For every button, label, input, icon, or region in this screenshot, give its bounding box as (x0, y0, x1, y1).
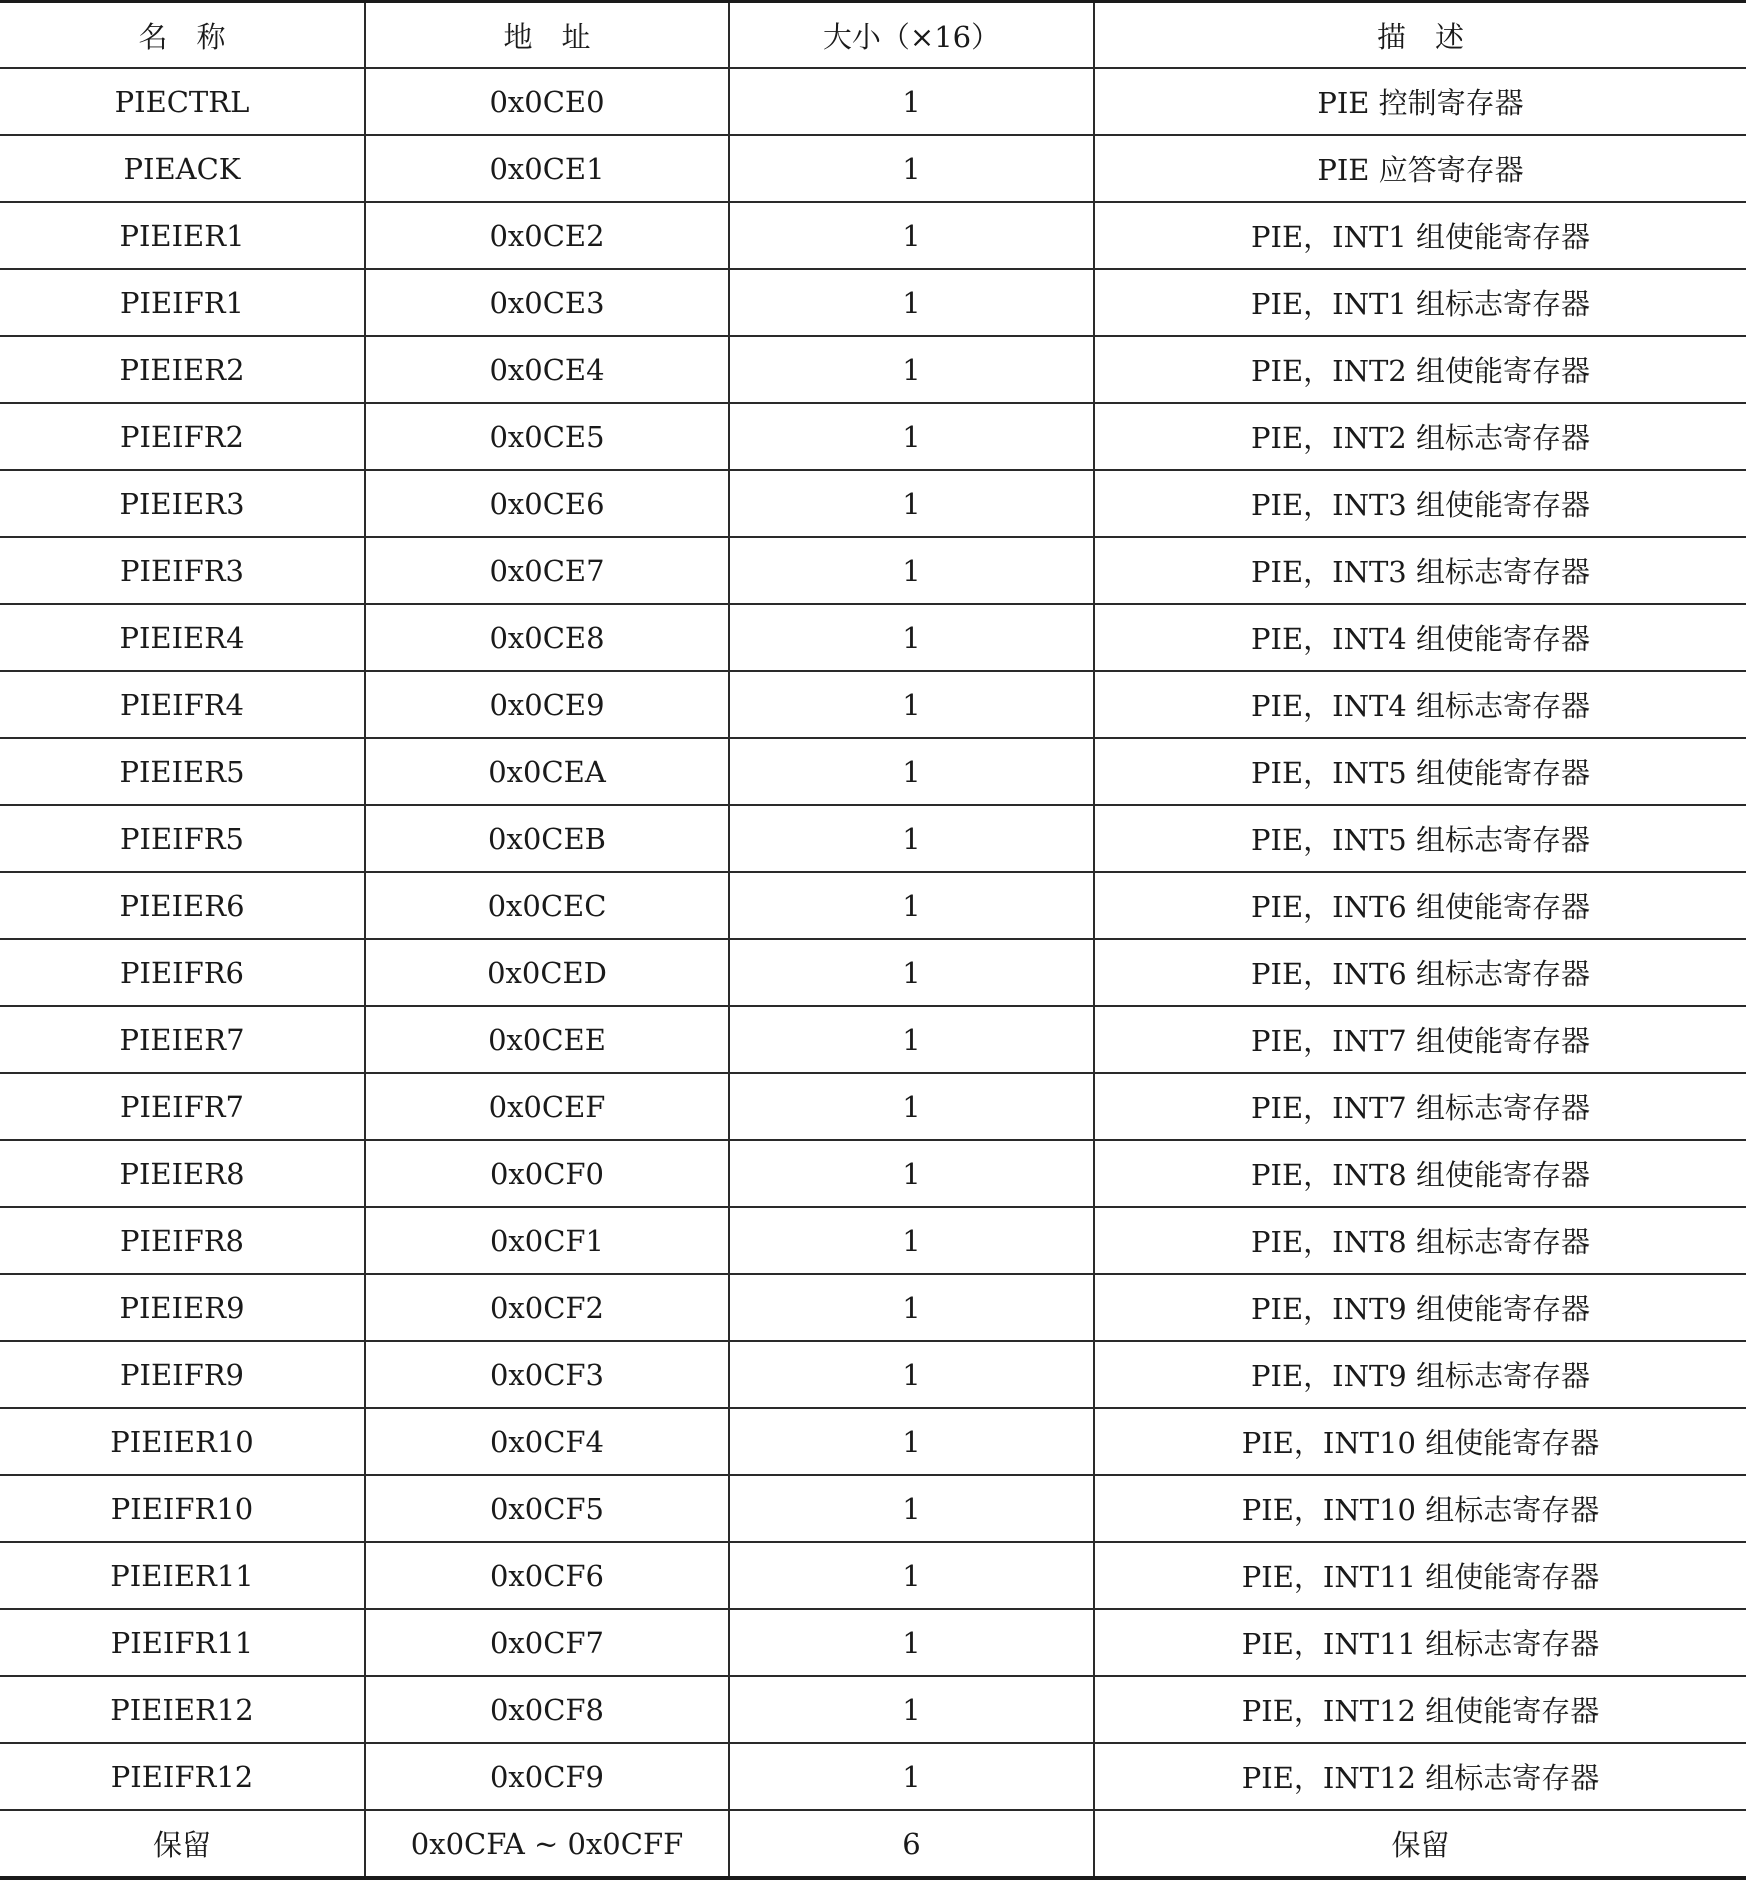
cell-name: PIEIFR10 (0, 1475, 365, 1542)
cell-name: PIEIFR5 (0, 805, 365, 872)
cell-name: PIEIER8 (0, 1140, 365, 1207)
cell-size: 1 (729, 1609, 1094, 1676)
cell-address: 0x0CEA (365, 738, 729, 805)
cell-address: 0x0CEC (365, 872, 729, 939)
cell-description: PIE 应答寄存器 (1094, 135, 1746, 202)
cell-size: 1 (729, 1073, 1094, 1140)
cell-description: PIE，INT5 组使能寄存器 (1094, 738, 1746, 805)
cell-description: PIE，INT9 组使能寄存器 (1094, 1274, 1746, 1341)
cell-name: PIEIFR11 (0, 1609, 365, 1676)
cell-address: 0x0CF7 (365, 1609, 729, 1676)
cell-address: 0x0CEF (365, 1073, 729, 1140)
cell-name: PIEACK (0, 135, 365, 202)
cell-name: PIEIFR4 (0, 671, 365, 738)
cell-description: PIE，INT4 组使能寄存器 (1094, 604, 1746, 671)
cell-name: PIEIER11 (0, 1542, 365, 1609)
table-row (0, 68, 1746, 135)
header-row (0, 2, 1746, 69)
cell-address: 0x0CF6 (365, 1542, 729, 1609)
cell-size: 1 (729, 1274, 1094, 1341)
cell-size: 1 (729, 1140, 1094, 1207)
cell-name: PIEIER6 (0, 872, 365, 939)
cell-name: PIEIER9 (0, 1274, 365, 1341)
table-row (0, 1609, 1746, 1676)
table-row (0, 738, 1746, 805)
cell-name: PIEIFR2 (0, 403, 365, 470)
cell-size: 1 (729, 939, 1094, 1006)
cell-address: 0x0CF9 (365, 1743, 729, 1810)
cell-description: PIE，INT11 组标志寄存器 (1094, 1609, 1746, 1676)
cell-description: PIE，INT6 组标志寄存器 (1094, 939, 1746, 1006)
table-row (0, 1073, 1746, 1140)
cell-size: 1 (729, 1676, 1094, 1743)
cell-size: 1 (729, 403, 1094, 470)
cell-address: 0x0CE2 (365, 202, 729, 269)
table-row (0, 202, 1746, 269)
cell-address: 0x0CED (365, 939, 729, 1006)
cell-size: 1 (729, 537, 1094, 604)
cell-address: 0x0CE0 (365, 68, 729, 135)
cell-address: 0x0CE8 (365, 604, 729, 671)
cell-address: 0x0CF5 (365, 1475, 729, 1542)
cell-size: 1 (729, 336, 1094, 403)
cell-description: PIE，INT10 组使能寄存器 (1094, 1408, 1746, 1475)
table-row (0, 1810, 1746, 1878)
cell-address: 0x0CE1 (365, 135, 729, 202)
cell-description: PIE，INT6 组使能寄存器 (1094, 872, 1746, 939)
table-row (0, 269, 1746, 336)
cell-description: PIE，INT11 组使能寄存器 (1094, 1542, 1746, 1609)
header-address: 地 址 (365, 2, 729, 69)
cell-size: 1 (729, 1207, 1094, 1274)
table-row (0, 805, 1746, 872)
table-row (0, 336, 1746, 403)
cell-size: 1 (729, 470, 1094, 537)
cell-address: 0x0CF8 (365, 1676, 729, 1743)
cell-address: 0x0CF1 (365, 1207, 729, 1274)
cell-size: 1 (729, 68, 1094, 135)
cell-size: 1 (729, 1341, 1094, 1408)
table-header (0, 2, 1746, 69)
table-row (0, 1408, 1746, 1475)
cell-size: 1 (729, 1475, 1094, 1542)
table-row (0, 403, 1746, 470)
cell-address: 0x0CE3 (365, 269, 729, 336)
cell-size: 6 (729, 1810, 1094, 1878)
cell-name: PIEIFR8 (0, 1207, 365, 1274)
cell-description: PIE 控制寄存器 (1094, 68, 1746, 135)
cell-size: 1 (729, 1408, 1094, 1475)
cell-address: 0x0CF0 (365, 1140, 729, 1207)
cell-address: 0x0CF2 (365, 1274, 729, 1341)
cell-name: PIEIER1 (0, 202, 365, 269)
table-row (0, 939, 1746, 1006)
cell-size: 1 (729, 1743, 1094, 1810)
cell-name: PIEIER10 (0, 1408, 365, 1475)
table-row (0, 537, 1746, 604)
cell-description: PIE，INT9 组标志寄存器 (1094, 1341, 1746, 1408)
table-row (0, 604, 1746, 671)
cell-size: 1 (729, 671, 1094, 738)
cell-name: PIEIFR12 (0, 1743, 365, 1810)
cell-size: 1 (729, 1006, 1094, 1073)
cell-description: PIE，INT5 组标志寄存器 (1094, 805, 1746, 872)
table-row (0, 1207, 1746, 1274)
cell-address: 0x0CF3 (365, 1341, 729, 1408)
cell-name: PIEIER4 (0, 604, 365, 671)
cell-name: PIEIFR9 (0, 1341, 365, 1408)
cell-address: 0x0CE9 (365, 671, 729, 738)
cell-address: 0x0CE6 (365, 470, 729, 537)
cell-description: PIE，INT1 组使能寄存器 (1094, 202, 1746, 269)
cell-address: 0x0CF4 (365, 1408, 729, 1475)
cell-name: PIEIER5 (0, 738, 365, 805)
table-row (0, 470, 1746, 537)
cell-name: PIEIFR7 (0, 1073, 365, 1140)
cell-size: 1 (729, 202, 1094, 269)
cell-description: PIE，INT12 组标志寄存器 (1094, 1743, 1746, 1810)
table-row (0, 1006, 1746, 1073)
cell-description: PIE，INT3 组标志寄存器 (1094, 537, 1746, 604)
cell-description: PIE，INT8 组使能寄存器 (1094, 1140, 1746, 1207)
cell-description: PIE，INT2 组使能寄存器 (1094, 336, 1746, 403)
cell-description: PIE，INT7 组标志寄存器 (1094, 1073, 1746, 1140)
cell-size: 1 (729, 135, 1094, 202)
cell-name: PIEIER3 (0, 470, 365, 537)
cell-description: 保留 (1094, 1810, 1746, 1878)
table-row (0, 1341, 1746, 1408)
cell-description: PIE，INT12 组使能寄存器 (1094, 1676, 1746, 1743)
cell-size: 1 (729, 1542, 1094, 1609)
table-row (0, 1542, 1746, 1609)
table-row (0, 1676, 1746, 1743)
cell-name: PIEIFR6 (0, 939, 365, 1006)
table-row (0, 135, 1746, 202)
cell-description: PIE，INT1 组标志寄存器 (1094, 269, 1746, 336)
cell-description: PIE，INT3 组使能寄存器 (1094, 470, 1746, 537)
cell-address: 0x0CE4 (365, 336, 729, 403)
cell-address: 0x0CE7 (365, 537, 729, 604)
cell-name: 保留 (0, 1810, 365, 1878)
header-size: 大小（×16） (729, 2, 1094, 69)
cell-description: PIE，INT10 组标志寄存器 (1094, 1475, 1746, 1542)
cell-address: 0x0CEE (365, 1006, 729, 1073)
header-description: 描 述 (1094, 2, 1746, 69)
table-row (0, 872, 1746, 939)
table-row (0, 1743, 1746, 1810)
cell-description: PIE，INT2 组标志寄存器 (1094, 403, 1746, 470)
cell-size: 1 (729, 604, 1094, 671)
table-body (0, 68, 1746, 1878)
cell-description: PIE，INT7 组使能寄存器 (1094, 1006, 1746, 1073)
cell-size: 1 (729, 805, 1094, 872)
table-row (0, 1274, 1746, 1341)
cell-name: PIEIFR3 (0, 537, 365, 604)
cell-name: PIEIFR1 (0, 269, 365, 336)
cell-name: PIECTRL (0, 68, 365, 135)
cell-size: 1 (729, 738, 1094, 805)
table-row (0, 1475, 1746, 1542)
cell-description: PIE，INT4 组标志寄存器 (1094, 671, 1746, 738)
cell-address: 0x0CEB (365, 805, 729, 872)
cell-address: 0x0CE5 (365, 403, 729, 470)
header-name: 名 称 (0, 2, 365, 69)
cell-name: PIEIER7 (0, 1006, 365, 1073)
cell-name: PIEIER12 (0, 1676, 365, 1743)
cell-name: PIEIER2 (0, 336, 365, 403)
table-row (0, 1140, 1746, 1207)
cell-address: 0x0CFA ~ 0x0CFF (365, 1810, 729, 1878)
cell-description: PIE，INT8 组标志寄存器 (1094, 1207, 1746, 1274)
cell-size: 1 (729, 269, 1094, 336)
cell-size: 1 (729, 872, 1094, 939)
table-row (0, 671, 1746, 738)
